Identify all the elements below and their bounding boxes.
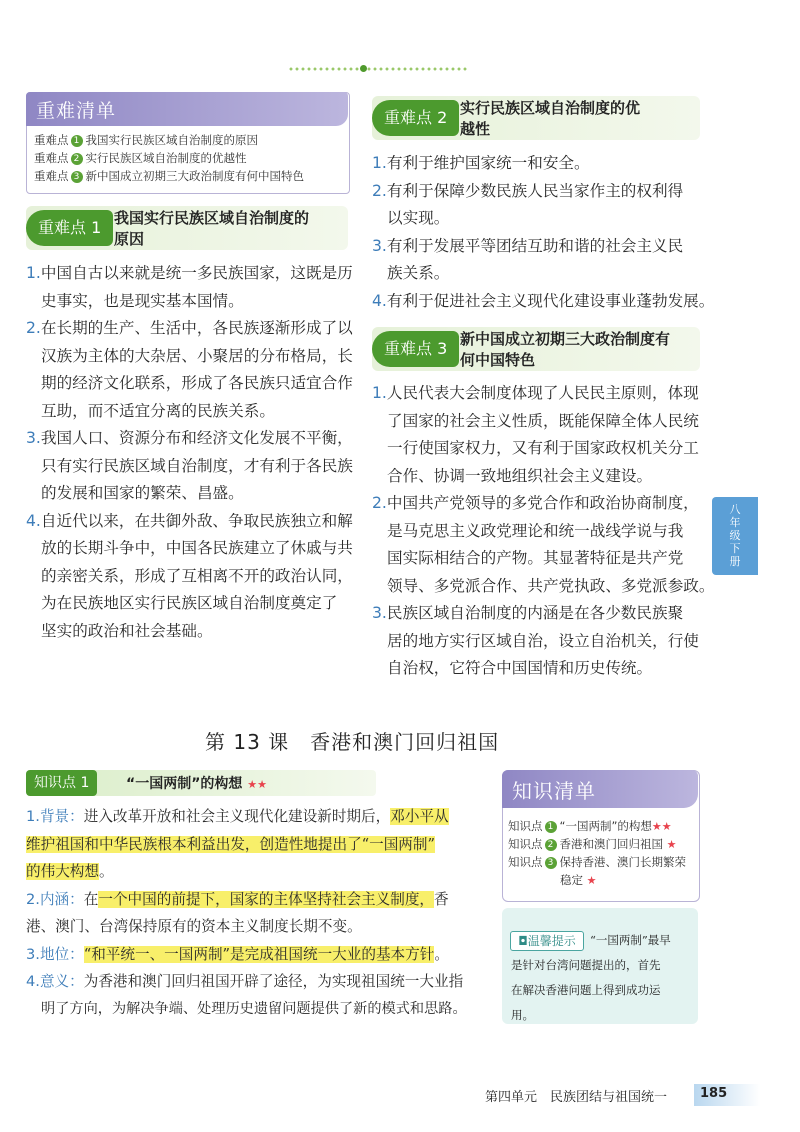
knowledge-point-1-body: 1.背景：进入改革开放和社会主义现代化建设新时期后，邓小平从 维护祖国和中华民族根本利益出发，创造性地提出了“一国两制” 的伟大构想。 2.内涵：在一个中国的前提下，国家的主体坚持社会主义制度，香 港、澳门、台湾保持原有的资本主义制度长期不变。 3.地位：“和平统一、一国两制”是完成祖国统一大业的基本方针。 4.意义：为香港和澳门回归祖国开辟了途径，为实现祖国统一大业指 明了方向，为解决争端、处理历史遗留问题提供了新的模式和思路。 <box>26 808 467 1017</box>
tip-line: “一国两制”最早 <box>590 933 671 947</box>
tip-line: 是针对台湾问题提出的，首先 <box>511 958 661 972</box>
key-point-2-tag: 重难点 2 <box>372 100 459 136</box>
grade-side-tab: 八年级下册 <box>712 497 758 575</box>
key-point-3-header <box>372 327 700 371</box>
page-number: 185 <box>700 1086 728 1101</box>
key-point-1-header <box>26 206 348 250</box>
key-point-3-body: 1.人民代表大会制度体现了人民民主原则，体现 了国家的社会主义性质，既能保障全体人民统 一行使国家权力，又有利于国家政权机关分工 合作、协调一致地组织社会主义建设。 2.中国共产党领导的多党合作和政治协商制度， 是马克思主义政党理论和统一战线学说与我 国实际相结合的产物。其显著特征是共产党 领导、多党派合作、共产党执政、多党派参政。 3.民族区域自治制度的内涵是在各少数民族聚 居的地方实行区域自治，设立自治机关，行使 自治权，它符合中国国情和历史传统。 <box>372 384 715 677</box>
key-point-2-title: 实行民族区域自治制度的优 越性 <box>460 99 641 138</box>
knowledge-list-item: 知识点 3 保持香港、澳门长期繁荣 <box>508 855 686 869</box>
knowledge-list-item-cont: 稳定 ★ <box>560 873 597 887</box>
tip-label: ◘温馨提示 <box>510 931 584 951</box>
summary-item: 重难点 2 实行民族区域自治制度的优越性 <box>34 151 247 165</box>
footer-unit: 第四单元 民族团结与祖国统一 <box>485 1090 668 1105</box>
key-point-1-body: 1.中国自古以来就是统一多民族国家，这既是历 史事实，也是现实基本国情。 2.在长期的生产、生活中，各民族逐渐形成了以 汉族为主体的大杂居、小聚居的分布格局，长 期的经济文化联系，形成了各民族只适宜合作 互助，而不适宜分离的民族关系。 3.我国人口、资源分布和经济文化发展不平衡， 只有实行民族区域自治制度，才有利于各民族 的发展和国家的繁荣、昌盛。 4.自近代以来，在共御外敌、争取民族独立和解 放的长期斗争中，中国各民族建立了休戚与共 的亲密关系，形成了互相离不开的政治认同， 为在民族地区实行民族区域自治制度奠定了 坚实的政治和社会基础。 <box>26 264 353 640</box>
key-point-3-title: 新中国成立初期三大政治制度有 何中国特色 <box>460 330 671 369</box>
knowledge-list-header <box>502 770 698 808</box>
summary-header <box>26 92 348 126</box>
tip-icon: ◘ <box>518 934 528 948</box>
tip-line: 在解决香港问题上得到成功运 <box>511 983 661 997</box>
stars-icon: ★★ <box>247 778 268 791</box>
page-number-tab <box>694 1084 760 1106</box>
top-decoration <box>288 66 468 72</box>
key-point-1-title: 我国实行民族区域自治制度的 原因 <box>114 209 310 248</box>
knowledge-point-1-tag: 知识点 1 <box>26 770 97 796</box>
tip-line: 用。 <box>511 1008 534 1022</box>
key-point-2-body: 1.有利于维护国家统一和安全。 2.有利于保障少数民族人民当家作主的权利得 以实现。 3.有利于发展平等团结互助和谐的社会主义民 族关系。 4.有利于促进社会主义现代化建设事业蓬勃发展。 <box>372 154 715 310</box>
knowledge-list-item: 知识点 1 “一国两制”的构想★★ <box>508 819 672 833</box>
knowledge-point-1-header <box>26 770 376 796</box>
summary-item: 重难点 1 我国实行民族区域自治制度的原因 <box>34 133 258 147</box>
summary-item: 重难点 3 新中国成立初期三大政治制度有何中国特色 <box>34 169 304 183</box>
summary-title: 重难清单 <box>36 100 117 122</box>
key-point-1-tag: 重难点 1 <box>26 210 113 246</box>
knowledge-list-item: 知识点 2 香港和澳门回归祖国 ★ <box>508 837 677 851</box>
knowledge-point-1-title: “一国两制”的构想 ★★ <box>126 776 268 792</box>
key-point-3-tag: 重难点 3 <box>372 331 459 367</box>
lesson-title: 第 13 课 香港和澳门回归祖国 <box>205 730 500 754</box>
key-point-2-header <box>372 96 700 140</box>
knowledge-list-title: 知识清单 <box>512 779 596 803</box>
